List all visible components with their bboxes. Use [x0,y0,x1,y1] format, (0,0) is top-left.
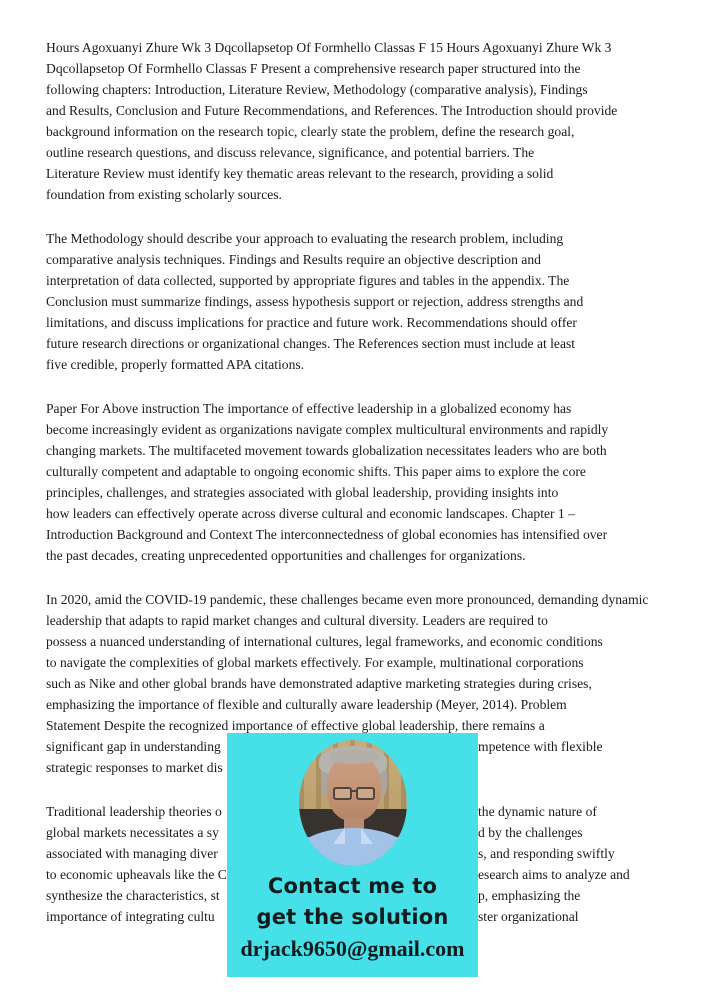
text-line: possess a nuanced understanding of international cultures, legal frameworks, and economic conditions [46,634,603,649]
glasses-lens-left [333,787,352,800]
text-line: and Results, Conclusion and Future Recommendations, and References. The Introduction should provide [46,103,618,118]
text-fragment-right: the dynamic nature of [478,804,597,819]
text-fragment-left: associated with managing diver [46,846,218,861]
text-line: Statement Despite the recognized importance of effective global leadership, there remains a [46,718,545,733]
text-fragment-left: significant gap in understanding [46,739,221,754]
hair-fringe [329,750,379,764]
text-line: five credible, properly formatted APA citations. [46,357,305,372]
text-fragment-right: p, emphasizing the [478,888,581,903]
contact-overlay-card [227,733,478,977]
paragraph [46,37,694,205]
contact-email: drjack9650@gmail.com [240,936,465,961]
paragraph [46,398,694,566]
text-line: Paper For Above instruction The importance of effective leadership in a globalized economy has [46,401,572,416]
text-fragment-left: to economic upheavals like the C [46,867,227,882]
contact-text-line-1: Contact me to [267,874,438,898]
text-line: The Methodology should describe your approach to evaluating the research problem, including [46,231,564,246]
glasses-lens-right [356,787,375,800]
text-line: In 2020, amid the COVID-19 pandemic, these challenges became even more pronounced, demanding dynamic [46,592,649,607]
text-fragment-right: mpetence with flexible [478,739,603,754]
text-line: Introduction Background and Context The interconnectedness of global economies has intensified over [46,527,608,542]
text-line: Literature Review must identify key thematic areas relevant to the research, providing a solid [46,166,554,181]
text-line: the past decades, creating unprecedented opportunities and challenges for organizations. [46,548,526,563]
text-line: culturally competent and adaptable to ongoing economic shifts. This paper aims to explore the core [46,464,586,479]
text-line: such as Nike and other global brands have demonstrated adaptive marketing strategies during crises, [46,676,592,691]
text-line: changing markets. The multifaceted movement towards globalization necessitates leaders who are both [46,443,607,458]
text-fragment-left: synthesize the characteristics, st [46,888,220,903]
text-line: Dqcollapsetop Of Formhello Classas F Present a comprehensive research paper structured into the [46,61,581,76]
text-line: outline research questions, and discuss relevance, significance, and potential barriers. The [46,145,535,160]
glasses [332,787,376,799]
text-line: emphasizing the importance of flexible and culturally aware leadership (Meyer, 2014). Problem [46,697,567,712]
text-fragment-right: d by the challenges [478,825,583,840]
text-line: background information on the research topic, clearly state the problem, define the research goal, [46,124,575,139]
text-line: Hours Agoxuanyi Zhure Wk 3 Dqcollapsetop Of Formhello Classas F 15 Hours Agoxuanyi Zhure Wk 3 [46,40,612,55]
text-fragment-left: Traditional leadership theories o [46,804,222,819]
text-line: Conclusion must summarize findings, assess hypothesis support or rejection, address strengths and [46,294,584,309]
text-line: become increasingly evident as organizations navigate complex multicultural environments and rapidly [46,422,609,437]
text-fragment-left: importance of integrating cultu [46,909,215,924]
shirt-collar-right [361,828,373,844]
text-line: how leaders can effectively operate across diverse cultural and economic landscapes. Chapter 1 – [46,506,575,521]
text-line: comparative analysis techniques. Findings and Results require an objective description and [46,252,541,267]
text-line: future research directions or organizational changes. The References section must include at least [46,336,576,351]
text-fragment-right: esearch aims to analyze and [478,867,630,882]
paragraph [46,228,694,375]
shirt-collar-left [333,828,345,844]
glasses-bridge [352,790,356,792]
text-line: following chapters: Introduction, Literature Review, Methodology (comparative analysis), Findings [46,82,588,97]
text-line: principles, challenges, and strategies associated with global leadership, providing insights into [46,485,559,500]
text-line: to navigate the complexities of global markets effectively. For example, multinational corporations [46,655,584,670]
text-line: limitations, and discuss implications for practice and future work. Recommendations should offer [46,315,577,330]
text-line: interpretation of data collected, supported by appropriate figures and tables in the appendix. The [46,273,570,288]
shirt [299,828,407,866]
tutor-portrait-photo [299,740,407,866]
text-fragment-right: ster organizational [478,909,579,924]
text-line: foundation from existing scholarly sources. [46,187,282,202]
text-line: leadership that adapts to rapid market changes and cultural diversity. Leaders are required to [46,613,548,628]
text-fragment-right: s, and responding swiftly [478,846,615,861]
text-fragment-left: strategic responses to market dis [46,760,223,775]
text-fragment-left: global markets necessitates a sy [46,825,219,840]
contact-text-line-2: get the solution [256,905,449,929]
